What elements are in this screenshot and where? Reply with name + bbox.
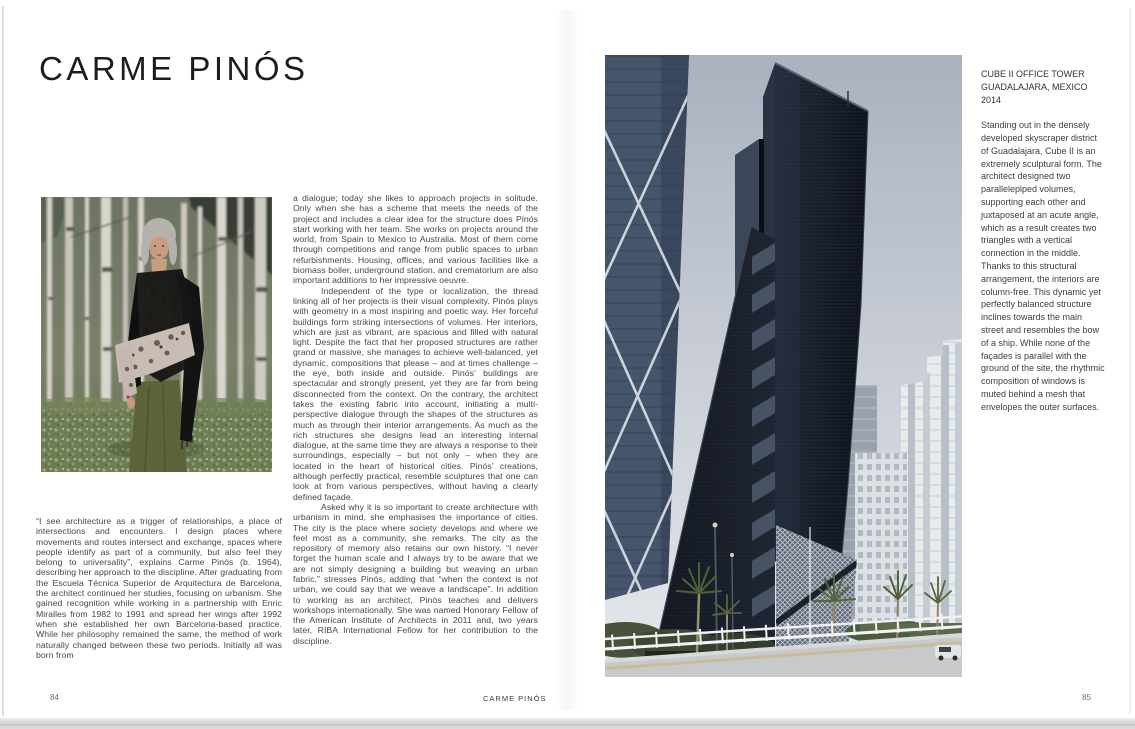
body-paragraph: a dialogue; today she likes to approach projects in solitude. Only when she has a scheme that meets the needs of the project and includes a clear idea for the structure does Pinós start working with her team. She works on projects around the world, from Spain to Mexico to Australia. Most of them come through competitions and range from public spaces to urban refurbishments. Housing, offices, and various facilities like a biomass boiler, underground station, and crematorium are also important additions to her impressive oeuvre. — [293, 193, 538, 286]
body-column — [293, 193, 538, 646]
caption-body: Standing out in the densely developed skyscraper district of Guadalajara, Cube II is an extremely sculptural form. The architect designed two parallelepiped volumes, supporting each other and juxtaposed at an acute angle, which as a result creates two triangles with a vertical connection in the middle. Thanks to this structural arrangement, the interiors are column-free. This dynamic yet perfectly balanced structure inclines towards the main street and resembles the bow of a ship. While none of the façades is parallel with the ground of the site, the rhythmic composition of windows is muted behind a mesh that envelopes the outer surfaces. — [981, 120, 1105, 412]
page-title: CARME PINÓS — [39, 50, 309, 87]
body-paragraph: Asked why it is so important to create architecture with urbanism in mind, she emphasises the importance of cities. The city is the place where society develops and where we feel most as a community, she remarks. The city as the repository of memory also retains our own history. “I never forget the human scale and I always try to be aware that we are not simply designing a building but weaving an urban fabric,” stresses Pinós, adding that “when the context is not urban, we could say that we weave a landscape”. In addition to working as an architect, Pinós teaches and delivers workshops internationally. She was named Honorary Fellow of the American Institute of Architects in 2011 and, two years later, RIBA International Fellow for her contribution to the discipline. — [293, 501, 538, 646]
intro-column — [36, 516, 282, 660]
page-gutter-shadow — [556, 10, 578, 710]
page-number-left: 84 — [50, 693, 59, 702]
photo-caption — [981, 68, 1105, 414]
page-edge-bottom — [0, 718, 1135, 726]
page-number-right: 85 — [1082, 693, 1091, 702]
caption-subtitle: GUADALAJARA, MEXICO 2014 — [981, 81, 1088, 105]
running-footer-title: CARME PINÓS — [483, 694, 547, 703]
page-edge-left — [2, 6, 4, 716]
body-paragraph: Independent of the type or localization, the thread linking all of her projects is their visual complexity. Pinós plays with geometry in a most inspiring and poetic way. Her forceful buildings form striking intersections of volumes. Her interiors, which are just as vibrant, are spacious and filled with natural light. Despite the fact that her proposed structures are rather grand or massive, she manages to achieve well-balanced, yet dynamic, compositions that please – and at times challenge – the eye, both inside and outside. Pinós’ buildings are spectacular and strongly present, yet they are far from being disconnected from the context. On the contrary, the architect takes the existing fabric into account, initiating a multi-perspective dialogue through the shapes of the structures as much as through their interior arrangements. As much as the rich structures she designs lead an interesting internal dialogue, at the same time they are always a response to their surroundings, especially – but not only – when they are located in the heart of historical cities. Pinós’ creations, although perfectly practical, resemble sculptures that one can look at from various perspectives, without having a clearly defined façade. — [293, 285, 538, 502]
tower-illustration — [605, 55, 962, 677]
tower-photo — [605, 55, 962, 677]
portrait-photo — [41, 197, 272, 472]
caption-title: CUBE II OFFICE TOWER — [981, 69, 1085, 79]
page-edge-right — [1129, 8, 1131, 714]
intro-paragraph: “I see architecture as a trigger of relationships, a place of intersections and encounters. I design places where movements and routes intersect and exchange, spaces where people identify as part of a community, but also feel they belong to universality”, explains Carme Pinós (b. 1964), describing her approach to the discipline. After graduating from the Escuela Técnica Superior de Arquitectura de Barcelona, the architect continued her studies, focusing on urbanism. She gained recognition while working in a partnership with Enric Miralles from 1982 to 1991 and spread her wings after 1992 when she established her own Barcelona-based practice. While her philosophy remained the same, the method of work naturally changed between these two periods. Initially all was born from — [36, 516, 282, 660]
portrait-illustration — [41, 197, 272, 472]
